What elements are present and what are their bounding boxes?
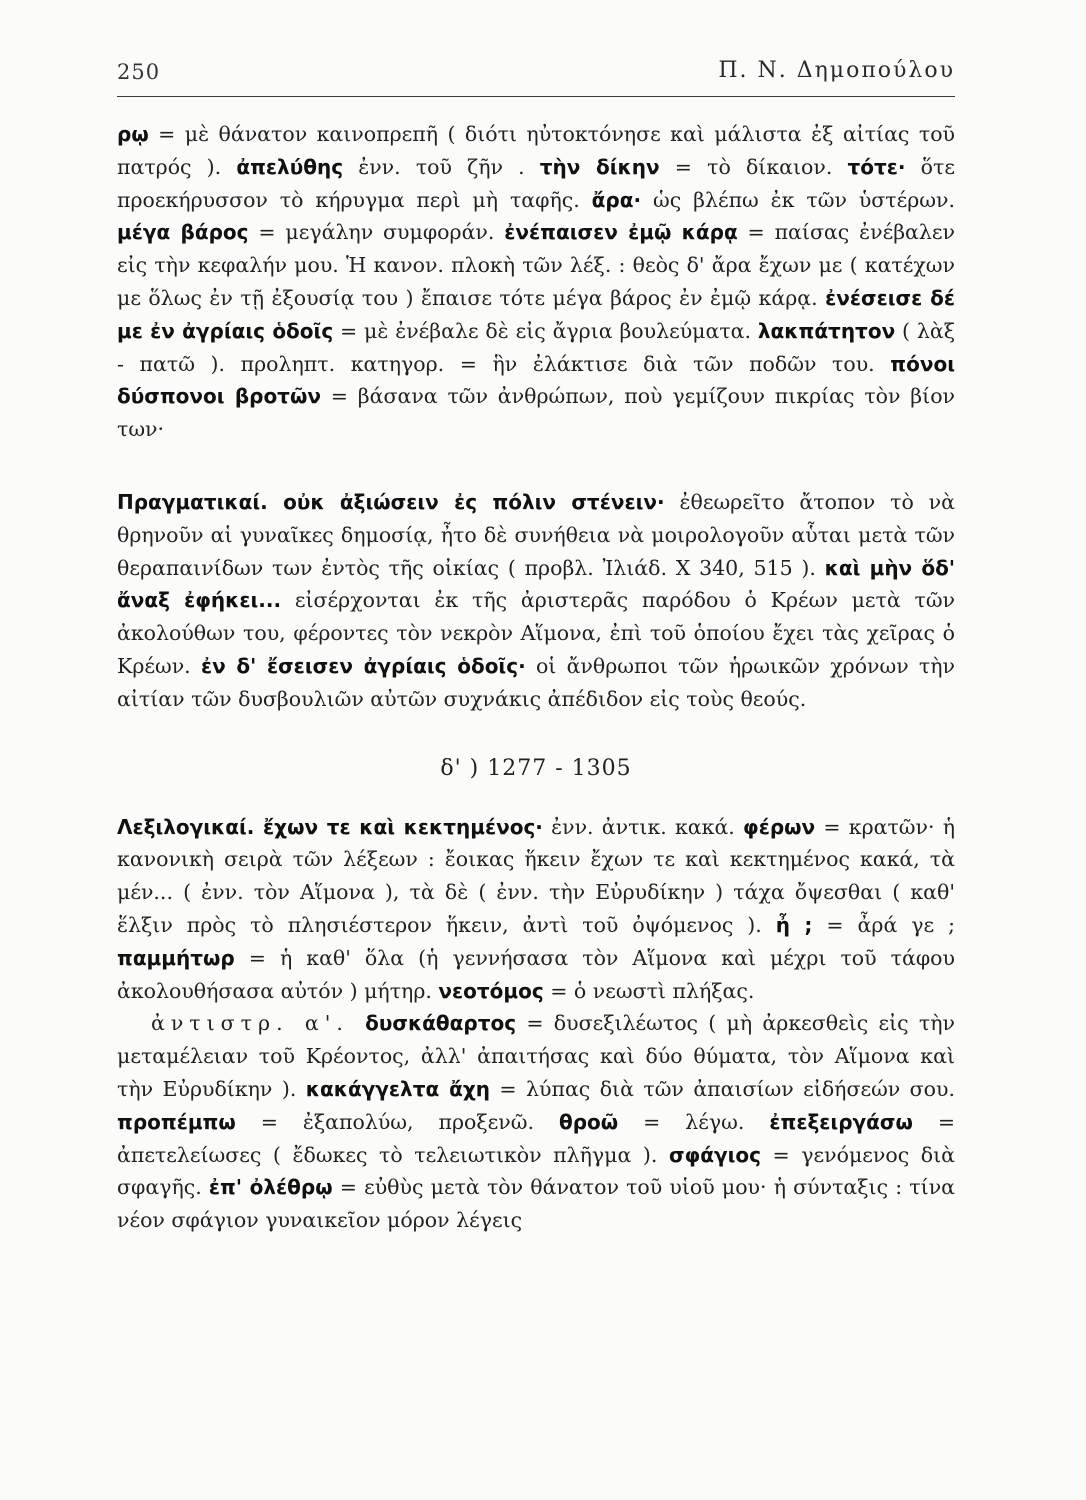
page-header xyxy=(117,52,955,97)
lemma: ἀπελύθης xyxy=(236,154,344,179)
gloss: = μεγάλην συμφοράν. xyxy=(248,220,505,245)
page-number: 250 xyxy=(117,60,161,84)
gloss: = εὐθὺς μετὰ τὸν θάνατον τοῦ υἱοῦ μου· ἡ σύνταξις : τίνα νέον σφάγιον γυναικεῖον μόρον λέγεις xyxy=(117,1175,955,1233)
gloss: ὡς βλέπω ἐκ τῶν ὑστέρων. xyxy=(641,187,955,212)
section-heading: δ' ) 1277 - 1305 xyxy=(440,755,632,781)
lemma: προπέμπω xyxy=(117,1109,236,1134)
paragraph-glosses-1 xyxy=(117,118,955,446)
lemma: πόνοι δύσπονοι βροτῶν xyxy=(117,351,955,409)
lemma: κακάγγελτα ἄχη xyxy=(305,1076,490,1101)
lemma: ἐνέσεισε δέ με ἐν ἀγρίαις ὁδοῖς xyxy=(117,285,956,343)
verse-reference: ἀντιστρ. α'. xyxy=(151,1011,366,1036)
gloss: = ἀπετελείωσες ( ἔδωκες τὸ τελειωτικὸν πλῆγμα ). xyxy=(117,1109,955,1167)
lemma: ἄρα· xyxy=(591,187,642,212)
lemma: τότε· xyxy=(847,154,906,179)
gloss: = τὸ δίκαιον. xyxy=(659,154,848,179)
lemma: Πραγματικαί. οὐκ ἀξιώσειν ἐς πόλιν στένειν· xyxy=(117,489,665,514)
paragraph-factual-notes xyxy=(117,486,955,716)
lemma: δυσκάθαρτος xyxy=(365,1011,517,1036)
lemma: νεοτόμος xyxy=(438,978,544,1003)
gloss: = κρατῶν· ἡ κανονικὴ σειρὰ τῶν λέξεων : ἔοικας ἥκειν ἔχων τε καὶ κεκτημένος κακά, τὰ μέν... ( ἐνν. τὸν Αἵμονα ), τὰ δὲ ( ἐνν. τὴν Εὐρυδίκην ) τάχα ὄψεσθαι ( καθ' ἕλξιν πρὸς τὸ πλησιέστερον ἥκειν, ἀντὶ τοῦ ὀψόμενος ). xyxy=(117,814,955,937)
lemma: ἐν δ' ἔσεισεν ἀγρίαις ὁδοῖς· xyxy=(200,653,526,678)
lemma: παμμήτωρ xyxy=(117,945,235,970)
lemma: ἐπ' ὀλέθρῳ xyxy=(208,1175,333,1200)
gloss: ( λὰξ - πατῶ ). προληπτ. κατηγορ. = ἣν ἐλάκτισε διὰ τῶν ποδῶν του. xyxy=(117,318,955,376)
paragraph-lexical-notes xyxy=(117,811,955,1008)
lemma: σφάγιος xyxy=(669,1142,761,1167)
lemma: τὴν δίκην xyxy=(539,154,660,179)
gloss: = λύπας διὰ τῶν ἀπαισίων εἰδήσεών σου. xyxy=(489,1076,955,1101)
gloss: = λέγω. xyxy=(618,1109,770,1134)
lemma: ἐπεξειργάσω xyxy=(769,1109,913,1134)
gloss: = ἆρά γε ; xyxy=(812,912,955,937)
paragraph-antistrophe-notes xyxy=(117,1007,955,1237)
gloss: = ἡ καθ' ὅλα (ἡ γεννήσασα τὸν Αἵμονα καὶ μέχρι τοῦ τάφου ἀκολουθήσασα αὐτόν ) μήτηρ. xyxy=(117,945,955,1003)
gloss: = ἐξαπολύω, προξενῶ. xyxy=(235,1109,559,1134)
lemma: ρῳ xyxy=(117,122,149,146)
lemma: φέρων xyxy=(743,814,816,839)
gloss: εἰσέρχονται ἐκ τῆς ἀριστερᾶς παρόδου ὁ Κρέων μετὰ τῶν ἀκολούθων του, φέροντες τὸν νεκρὸν Αἵμονα, ἐπὶ τοῦ ὁποίου ἔχει τὰς χεῖρας ὁ Κρέων. xyxy=(117,588,955,678)
gloss: = ὁ νεωστὶ πλήξας. xyxy=(543,978,755,1003)
gloss: = δυσεξιλέωτος ( μὴ ἀρκεσθεὶς εἰς τὴν μεταμέλειαν τοῦ Κρέοντος, ἀλλ' ἀπαιτήσας καὶ δύο θύματα, τὸν Αἵμονα καὶ τὴν Εὐρυδίκην ). xyxy=(117,1011,955,1101)
gloss: ἐνν. τοῦ ζῆν . xyxy=(343,154,540,179)
gloss: ὅτε προεκήρυσσον τὸ κήρυγμα περὶ μὴ ταφῆς. xyxy=(117,154,955,212)
gloss: = παίσας ἐνέβαλεν εἰς τὴν κεφαλήν μου. Ἡ κανον. πλοκὴ τῶν λέξ. : θεὸς δ' ἄρα ἔχων με ( κατέχων με ὅλως ἐν τῇ ἐξουσίᾳ του ) ἔπαισε τότε μέγα βάρος ἐν ἐμῷ κάρᾳ. xyxy=(117,220,955,310)
lemma: θροῶ xyxy=(558,1109,619,1134)
gloss: = βάσανα τῶν ἀνθρώπων, ποὺ γεμίζουν πικρίας τὸν βίον των· xyxy=(117,384,955,442)
lemma: λακπάτητον xyxy=(757,318,896,343)
gloss: = μὲ ἐνέβαλε δὲ εἰς ἄγρια βουλεύματα. xyxy=(333,318,758,343)
lemma: ἦ ; xyxy=(775,912,813,937)
gloss: οἱ ἄνθρωποι τῶν ἡρωικῶν χρόνων τὴν αἰτίαν τῶν δυσβουλιῶν αὐτῶν συχνάκις ἀπέδιδον εἰς τοὺς θεούς. xyxy=(117,653,956,711)
lemma: Λεξιλογικαί. ἔχων τε καὶ κεκτημένος· xyxy=(117,814,543,839)
gloss: = μὲ θάνατον καινοπρεπῆ ( διότι ηὐτοκτόνησε καὶ μάλιστα ἐξ αἰτίας τοῦ πατρός ). xyxy=(117,122,955,179)
gloss: ἐνν. ἀντικ. κακά. xyxy=(542,814,744,839)
lemma: καὶ μὴν ὅδ' ἄναξ ἐφήκει... xyxy=(117,555,955,613)
commentary-body xyxy=(117,118,955,1237)
lemma: ἐνέπαισεν ἐμῷ κάρᾳ xyxy=(504,220,738,245)
gloss: = γενόμενος διὰ σφαγῆς. xyxy=(117,1142,955,1200)
running-head: Π. Ν. Δημοπούλου xyxy=(718,58,955,83)
lemma: μέγα βάρος xyxy=(117,220,249,245)
gloss: ἐθεωρεῖτο ἄτοπον τὸ νὰ θρηνοῦν αἱ γυναῖκες δημοσίᾳ, ἦτο δὲ συνήθεια νὰ μοιρολογοῦν αὗται μετὰ τῶν θεραπαινίδων των ἐντὸς τῆς οἰκίας ( προβλ. Ἰλιάδ. Χ 340, 515 ). xyxy=(117,489,955,580)
